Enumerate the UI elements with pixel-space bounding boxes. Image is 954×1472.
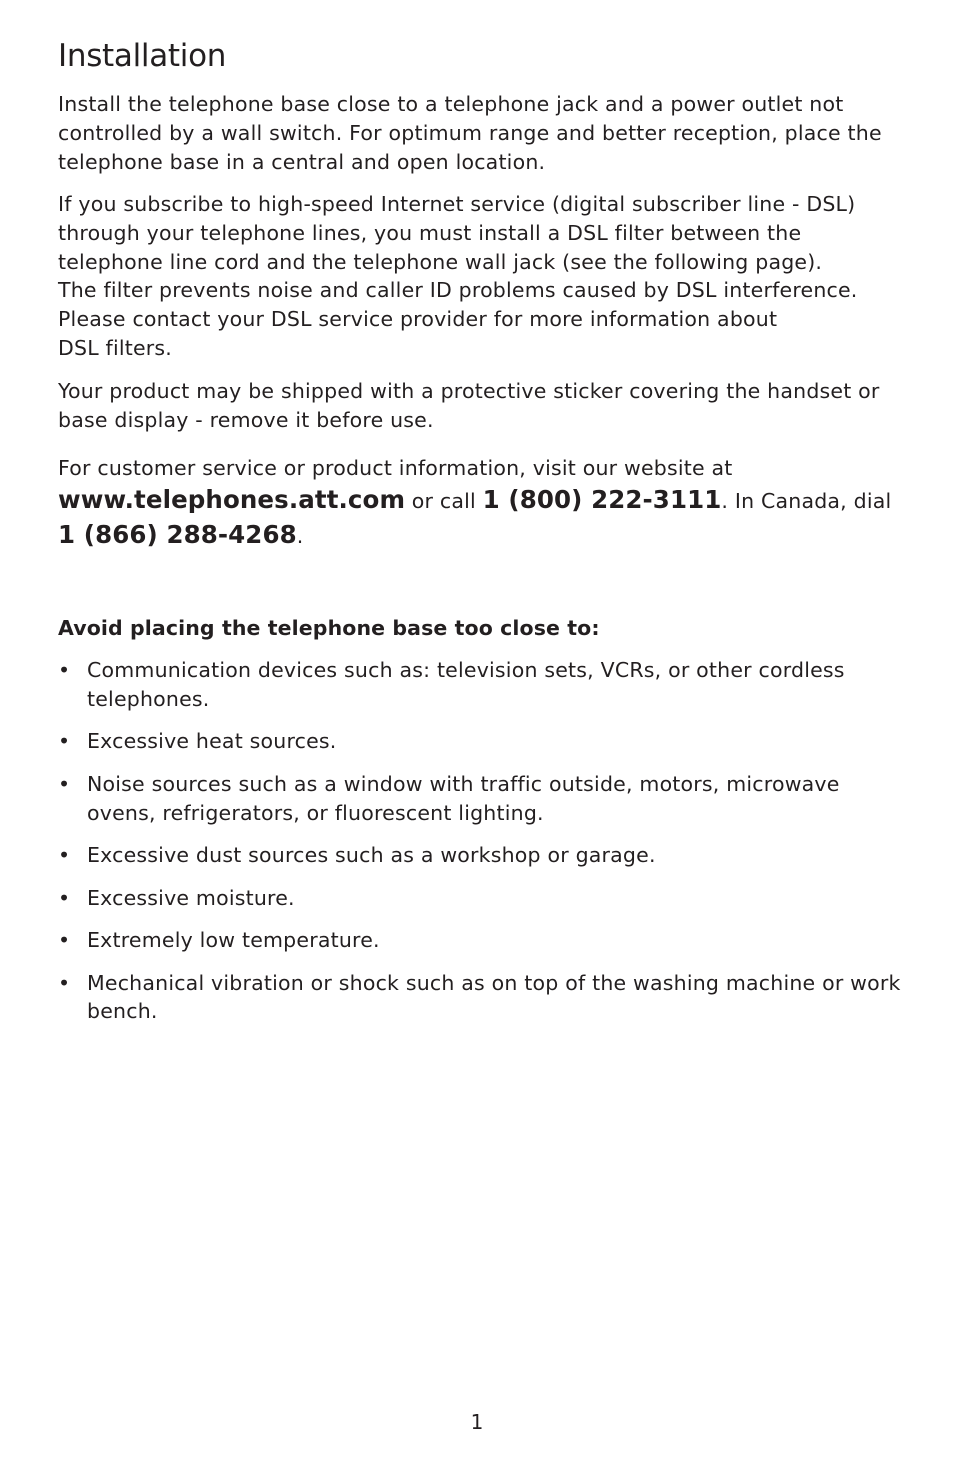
list-item xyxy=(58,926,906,955)
us-phone-number: 1 (800) 222-3111 xyxy=(482,485,722,514)
list-item-text: Excessive moisture. xyxy=(87,885,295,910)
list-item xyxy=(58,727,906,756)
list-item xyxy=(58,841,906,870)
dsl-line-5: Please contact your DSL service provider for more information about xyxy=(58,307,778,332)
dsl-line-4: The filter prevents noise and caller ID problems caused by DSL interference. xyxy=(58,278,858,303)
list-item-text: Excessive heat sources. xyxy=(87,729,337,754)
bullet-icon: • xyxy=(58,843,71,868)
website-link[interactable]: www.telephones.att.com xyxy=(58,485,406,514)
dsl-filter-paragraph xyxy=(58,190,906,363)
dsl-line-6: DSL filters. xyxy=(58,335,173,360)
canada-line xyxy=(58,518,906,553)
install-location-paragraph: Install the telephone base close to a telephone jack and a power outlet not controlled by a wall switch. For optimum range and better reception, place the telephone base in a central and open location. xyxy=(58,92,882,174)
bullet-icon: • xyxy=(58,885,71,910)
or-call-text: or call xyxy=(405,489,483,513)
bullet-icon: • xyxy=(58,970,71,995)
list-item-text: Noise sources such as a window with traffic outside, motors, microwave ovens, refrigerators, or fluorescent lighting. xyxy=(87,771,840,825)
bullet-icon: • xyxy=(58,729,71,754)
customer-service-paragraph xyxy=(58,454,906,553)
list-item xyxy=(58,656,906,714)
dsl-line-1: If you subscribe to high-speed Internet service (digital subscriber line - DSL) xyxy=(58,192,856,216)
bullet-icon: • xyxy=(58,658,71,682)
list-item-text: Communication devices such as: television sets, VCRs, or other cordless telephones. xyxy=(87,658,845,711)
end-period: . xyxy=(296,524,304,548)
bullet-icon: • xyxy=(58,928,71,953)
canada-phone-number: 1 (866) 288-4268 xyxy=(58,520,297,549)
list-item-text: Excessive dust sources such as a workshop or garage. xyxy=(87,843,656,868)
avoid-list xyxy=(58,656,906,1040)
bullet-icon: • xyxy=(58,771,71,796)
protective-sticker-paragraph: Your product may be shipped with a protective sticker covering the handset or base display - remove it before use. xyxy=(58,379,880,432)
page-title: Installation xyxy=(58,38,227,74)
list-item-text: Mechanical vibration or shock such as on top of the washing machine or work bench. xyxy=(87,970,901,1024)
list-item xyxy=(58,770,906,828)
contact-line xyxy=(58,483,906,518)
list-item-text: Extremely low temperature. xyxy=(87,928,380,953)
dsl-line-3: telephone line cord and the telephone wall jack (see the following page). xyxy=(58,249,823,274)
page-number: 1 xyxy=(470,1410,484,1434)
customer-service-intro: For customer service or product information, visit our website at xyxy=(58,456,733,480)
canada-text: . In Canada, dial xyxy=(721,489,892,513)
list-item xyxy=(58,969,906,1027)
list-item xyxy=(58,884,906,913)
dsl-line-2: through your telephone lines, you must install a DSL filter between the xyxy=(58,220,802,245)
avoid-heading: Avoid placing the telephone base too close to: xyxy=(58,616,600,640)
